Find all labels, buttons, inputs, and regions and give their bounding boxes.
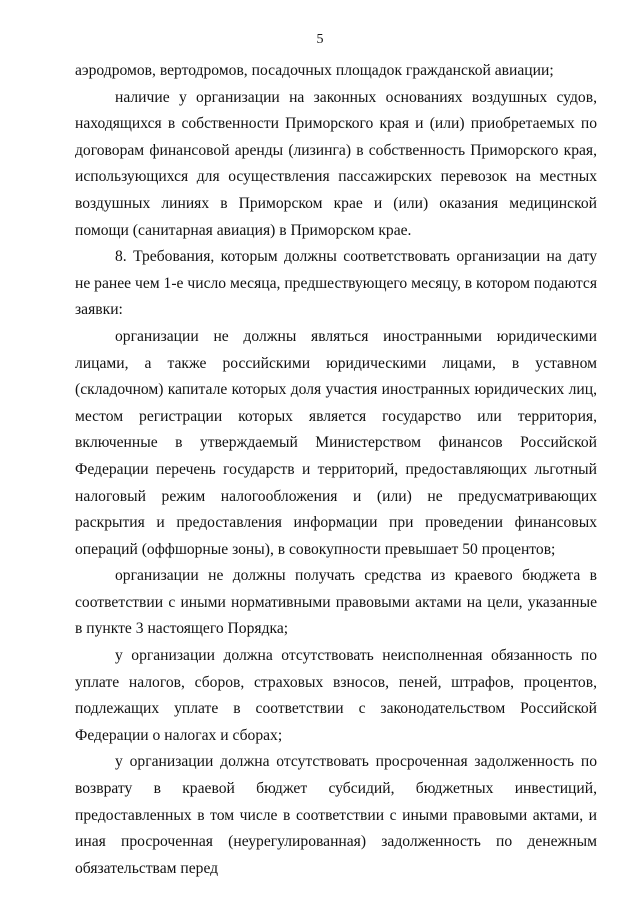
paragraph-requirements-intro: 8. Требования, которым должны соответствовать организации на дату не ранее чем 1-е число месяца, предшествующего месяцу, в котором подаются заявки: — [75, 248, 597, 319]
paragraph-tax-obligations: у организации должна отсутствовать неисполненная обязанность по уплате налогов, сборов, страховых взносов, пеней, штрафов, процентов, подлежащих уплате в соответствии с законодательством Российской Федерации о налогах и сборах; — [75, 647, 597, 744]
paragraph-aircraft-ownership: наличие у организации на законных основаниях воздушных судов, находящихся в собственности Приморского края и (или) приобретаемых по договорам финансовой аренды (лизинга) в собственность Приморского края, использующихся для осуществления пассажирских перевозок на местных воздушных линиях в Приморском крае и (или) оказания медицинской помощи (санитарная авиация) в Приморском крае. — [75, 88, 597, 239]
document-body — [75, 58, 597, 882]
paragraph-overdue-debt: у организации должна отсутствовать просроченная задолженность по возврату в краевой бюджет субсидий, бюджетных инвестиций, предоставленных в том числе в соответствии с иными правовыми актами, и иная просроченная (неурегулированная) задолженность по денежным обязательствам перед — [75, 753, 597, 877]
paragraph-regional-budget-funds: организации не должны получать средства из краевого бюджета в соответствии с иными нормативными правовыми актами на цели, указанные в пункте 3 настоящего Порядка; — [75, 567, 597, 638]
paragraph-foreign-entities: организации не должны являться иностранными юридическими лицами, а также российскими юридическими лицами, в уставном (складочном) капитале которых доля участия иностранных юридических лиц, местом регистрации которых является государство или территория, включенные в утверждаемый Министерством финансов Российской Федерации перечень государств и территорий, предоставляющих льготный налоговый режим налогообложения и (или) не предусматривающих раскрытия и предоставления информации при проведении финансовых операций (оффшорные зоны), в совокупности превышает 50 процентов; — [75, 327, 597, 558]
paragraph-continuation: аэродромов, вертодромов, посадочных площадок гражданской авиации; — [75, 62, 554, 79]
page-number: 5 — [316, 32, 324, 47]
